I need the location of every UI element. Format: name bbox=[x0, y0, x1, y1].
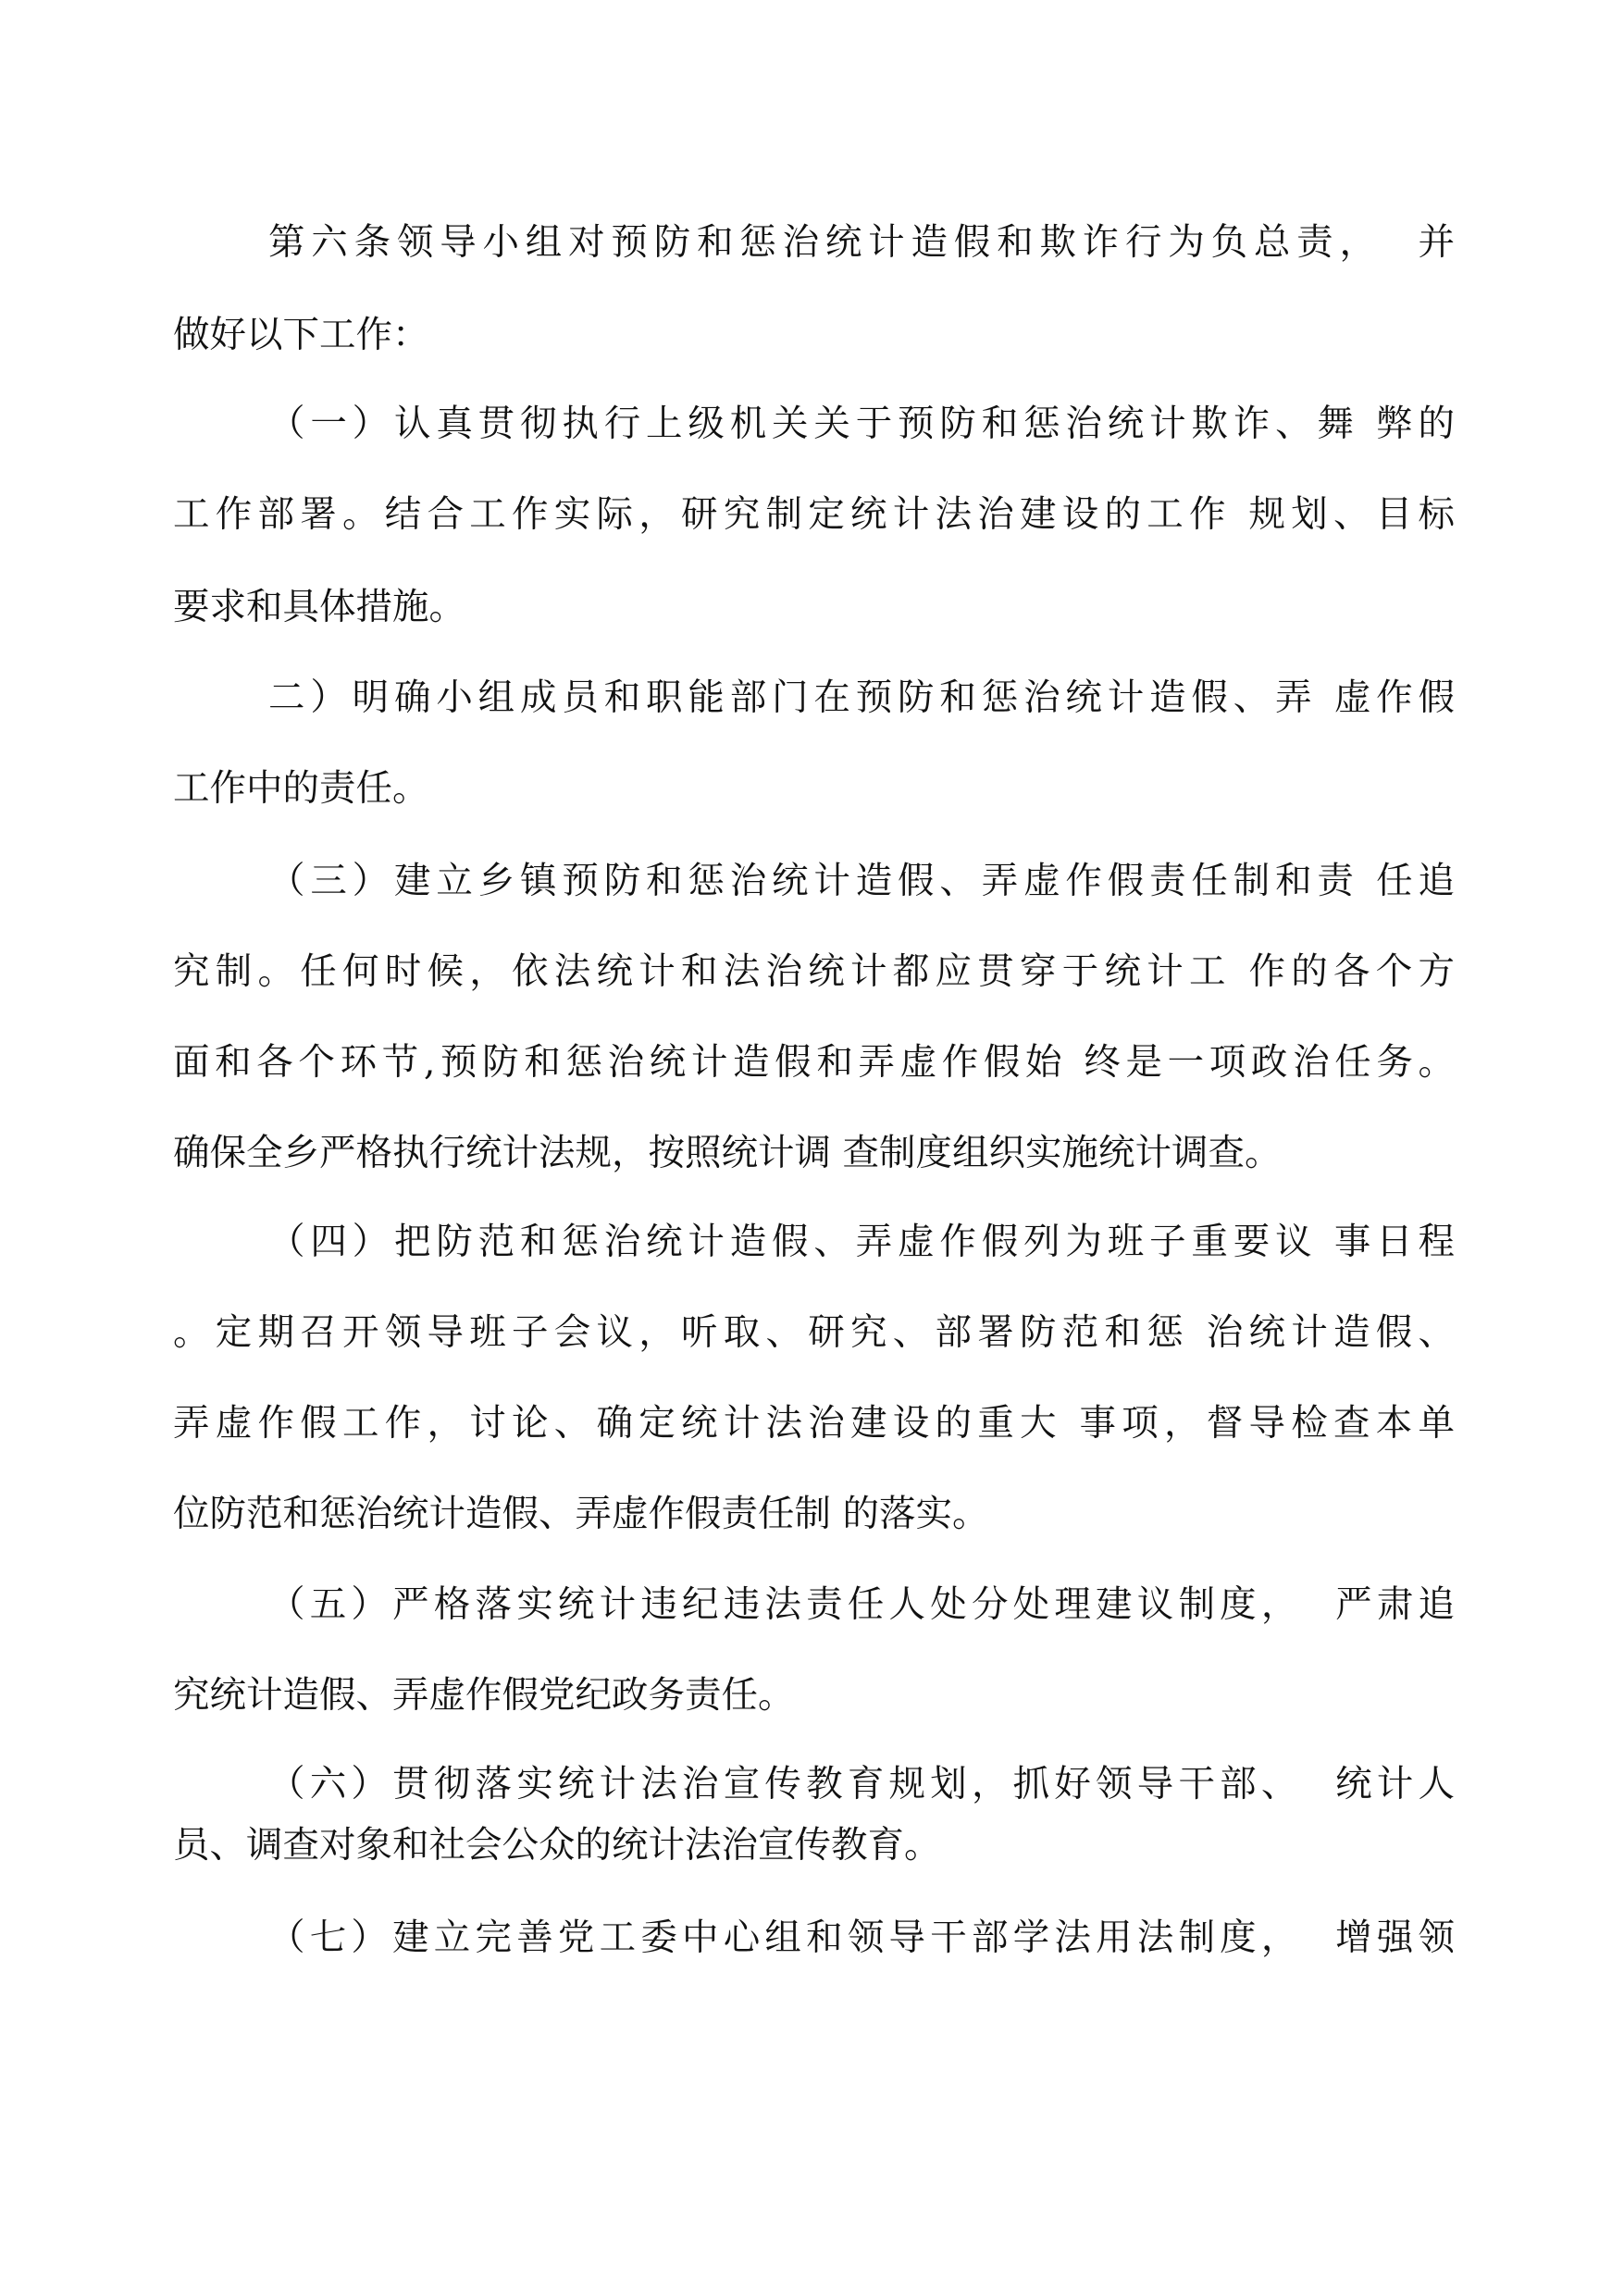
text-line: （一）认真贯彻执行上级机关关于预防和惩治统计欺诈、舞 弊的 bbox=[268, 403, 1455, 445]
text-line: 。定期召开领导班子会议，听取、研究、部署防范和惩 治统计造假、 bbox=[173, 1311, 1455, 1354]
text-line: （三）建立乡镇预防和惩治统计造假、弄虚作假责任制和责 任追 bbox=[268, 860, 1455, 902]
text-line: （七）建立完善党工委中心组和领导干部学法用法制度， 增强领 bbox=[268, 1917, 1455, 1959]
text-line: 要求和具体措施。 bbox=[173, 586, 465, 628]
text-line: 做好以下工作： bbox=[173, 314, 429, 356]
text-line: 工作中的责任。 bbox=[173, 767, 429, 810]
text-line: （四）把防范和惩治统计造假、弄虚作假列为班子重要议 事日程 bbox=[268, 1221, 1455, 1263]
text-line: （六）贯彻落实统计法治宣传教育规划，抓好领导干部、 统计人 bbox=[268, 1763, 1455, 1805]
text-line: 确保全乡严格执行统计法规，按照统计调 查制度组织实施统计调查。 bbox=[173, 1132, 1282, 1174]
text-line: 二）明确小组成员和职能部门在预防和惩治统计造假、弄 虚作假 bbox=[268, 676, 1455, 719]
text-line: 位防范和惩治统计造假、弄虚作假责任制 的落实。 bbox=[173, 1493, 989, 1535]
text-line: 弄虚作假工作，讨论、确定统计法治建设的重大 事项，督导检查本单 bbox=[173, 1402, 1455, 1445]
text-line: （五）严格落实统计违纪违法责任人处分处理建议制度， 严肃追 bbox=[268, 1583, 1455, 1626]
text-line: 究制。任何时候，依法统计和法治统计都应贯穿于统计工 作的各个方 bbox=[173, 950, 1455, 993]
text-line: 面和各个环节,预防和惩治统计造假和弄虚作假始 终是一项政治任务。 bbox=[173, 1041, 1455, 1084]
text-line: 究统计造假、弄虚作假党纪政务责任。 bbox=[173, 1674, 795, 1717]
text-line: 员、调查对象和社会公众的统计法治宣传教育。 bbox=[173, 1824, 941, 1867]
text-line: 第六条领导小组对预防和惩治统计造假和欺诈行为负总责， 并 bbox=[268, 221, 1455, 264]
text-line: 工作部署。结合工作实际，研究制定统计法治建设的工作 规划、目标 bbox=[173, 493, 1455, 536]
